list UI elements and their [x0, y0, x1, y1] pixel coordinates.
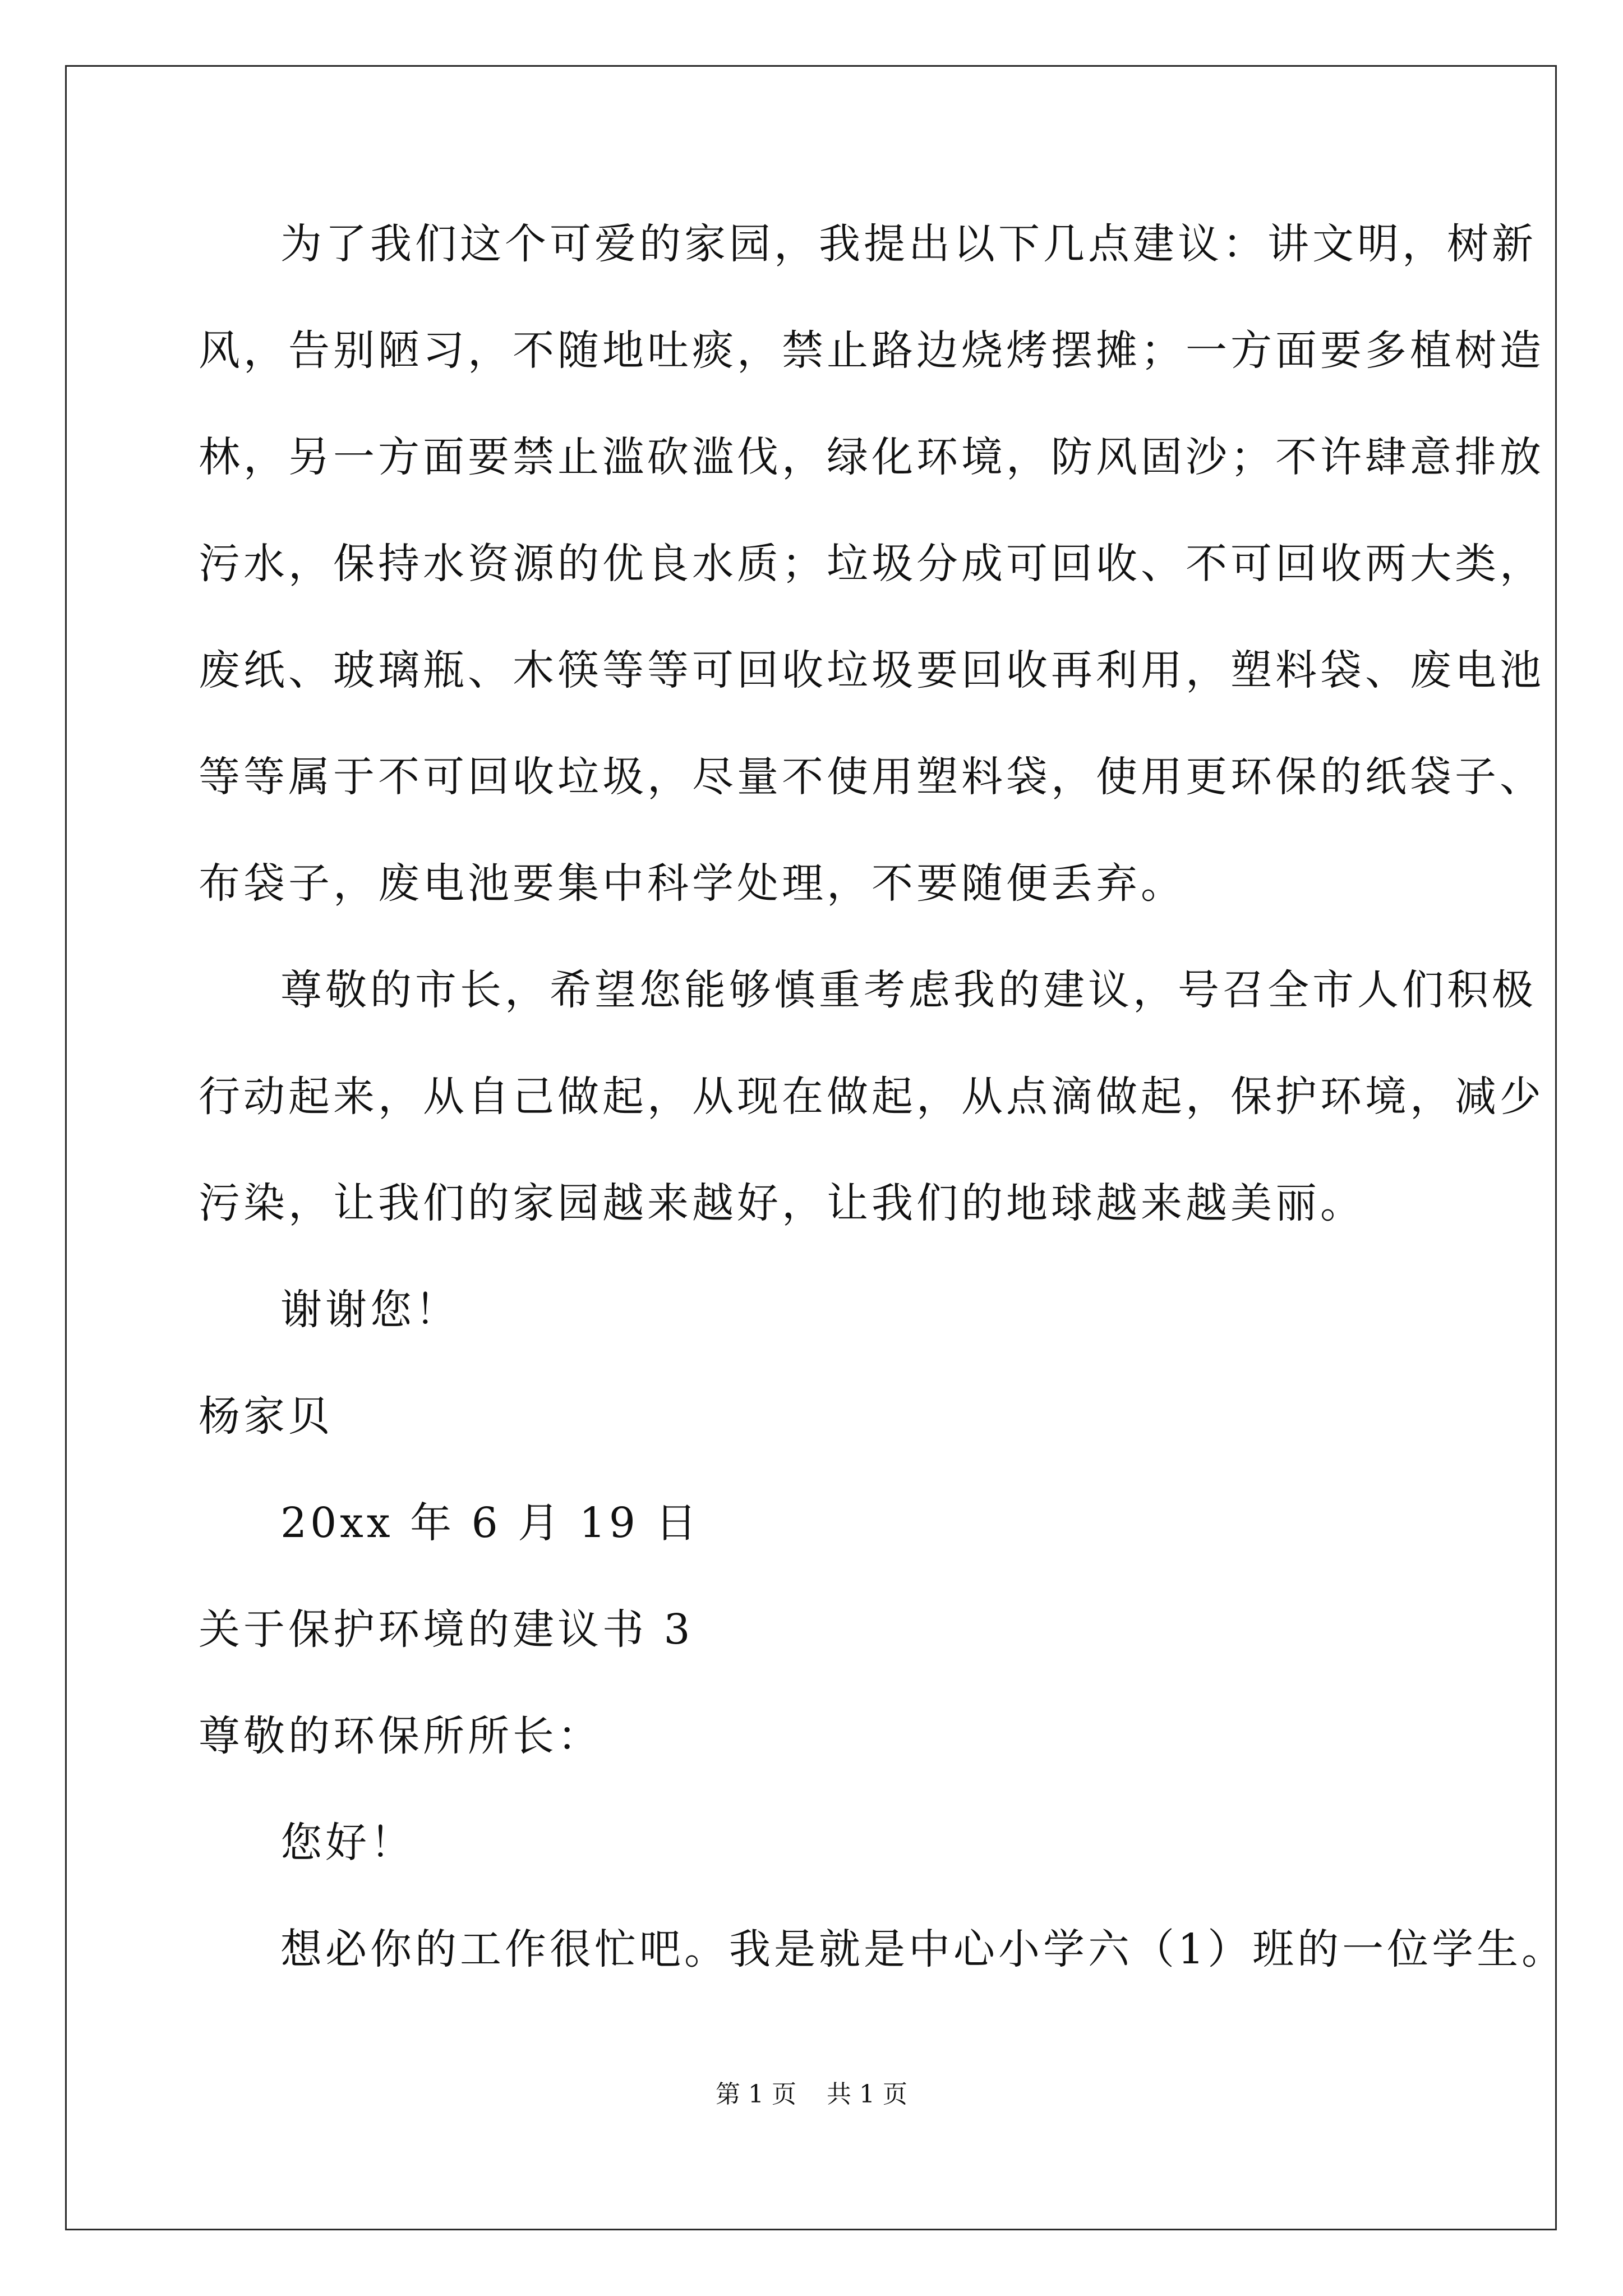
paragraph-line: 风，告别陋习，不随地吐痰，禁止路边烧烤摆摊；一方面要多植树造 [199, 326, 1544, 375]
letter-date: 20xx 年 6 月 19 日 [280, 1499, 700, 1547]
paragraph-line: 行动起来，从自己做起，从现在做起，从点滴做起，保护环境，减少 [199, 1073, 1544, 1121]
paragraph-line: 污水，保持水资源的优良水质；垃圾分成可回收、不可回收两大类， [199, 540, 1544, 588]
greeting: 您好！ [280, 1819, 415, 1867]
page-border [65, 65, 1557, 2230]
paragraph-line: 想必你的工作很忙吧。我是就是中心小学六（1）班的一位学生。 [280, 1925, 1567, 1973]
paragraph-line: 等等属于不可回收垃圾，尽量不使用塑料袋，使用更环保的纸袋子、 [199, 753, 1544, 801]
closing-thanks: 谢谢您！ [280, 1286, 460, 1334]
paragraph-line: 林，另一方面要禁止滥砍滥伐，绿化环境，防风固沙；不许肆意排放 [199, 433, 1544, 481]
paragraph-line: 为了我们这个可爱的家园，我提出以下几点建议：讲文明，树新 [280, 220, 1537, 268]
page-number-current: 第 1 页 [716, 2080, 796, 2109]
paragraph-line: 布袋子，废电池要集中科学处理，不要随便丢弃。 [199, 859, 1186, 908]
page-number-total: 共 1 页 [827, 2080, 907, 2109]
signature-name: 杨家贝 [199, 1392, 333, 1441]
paragraph-line: 废纸、玻璃瓶、木筷等等可回收垃圾要回收再利用，塑料袋、废电池 [199, 646, 1544, 694]
page-footer [0, 2079, 1623, 2110]
salutation: 尊敬的环保所所长： [199, 1712, 602, 1760]
paragraph-line: 污染，让我们的家园越来越好，让我们的地球越来越美丽。 [199, 1179, 1365, 1227]
paragraph-line: 尊敬的市长，希望您能够慎重考虑我的建议，号召全市人们积极 [280, 966, 1537, 1014]
section-title: 关于保护环境的建议书 3 [199, 1605, 694, 1654]
